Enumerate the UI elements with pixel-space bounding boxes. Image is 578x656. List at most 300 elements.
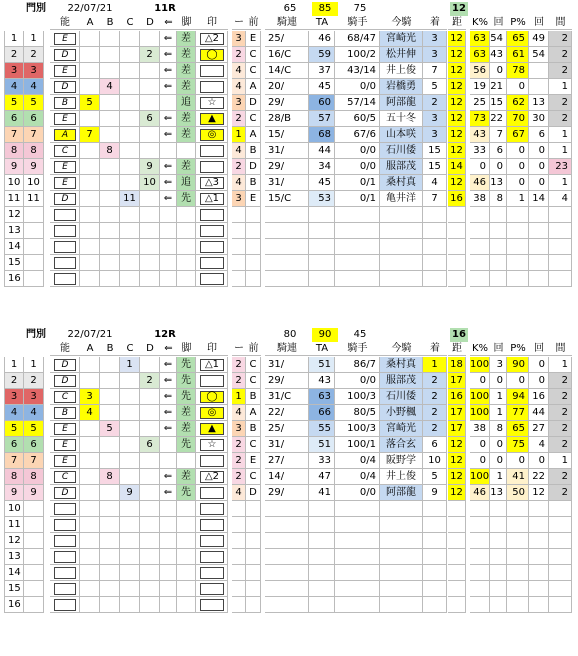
cell-p <box>507 517 529 533</box>
mark-select[interactable] <box>200 535 224 547</box>
cell-kiren: 14/ <box>265 469 309 485</box>
cell-c <box>120 143 140 159</box>
mark-select[interactable] <box>200 567 224 579</box>
cell-c <box>120 79 140 95</box>
cell-p <box>507 533 529 549</box>
race-info-bar <box>0 2 578 16</box>
mark-select[interactable] <box>200 209 224 221</box>
cell-nou <box>50 517 80 533</box>
cell-kon <box>380 533 423 549</box>
cell-u: 3 <box>24 63 44 79</box>
mark-select[interactable] <box>200 599 224 611</box>
cell-kai1: 1 <box>490 469 507 485</box>
cell-kishu: 0/1 <box>335 191 380 207</box>
cell-ma <box>549 271 572 287</box>
cell-mi <box>232 581 246 597</box>
cell-mae: C <box>246 357 261 373</box>
column-header: 騎連 <box>265 342 309 356</box>
cell-kon: 亀井洋 <box>380 191 423 207</box>
cell-kai1 <box>490 517 507 533</box>
cell-arr <box>160 271 177 287</box>
cell-k <box>470 533 490 549</box>
cell-k <box>470 581 490 597</box>
mark-select[interactable]: △2 <box>200 33 224 45</box>
cell-k <box>470 597 490 613</box>
mark-select[interactable]: △1 <box>200 359 224 371</box>
cell-mae: B <box>246 421 261 437</box>
cell-chaku: 2 <box>423 389 447 405</box>
cell-k: 100 <box>470 405 490 421</box>
cell-kiren <box>265 223 309 239</box>
cell-arr <box>160 143 177 159</box>
mark-select[interactable]: △1 <box>200 193 224 205</box>
cell-kai2: 49 <box>529 31 549 47</box>
cell-kai1 <box>490 255 507 271</box>
cell-ta: 37 <box>309 63 335 79</box>
mark-select[interactable] <box>200 375 224 387</box>
cell-kishu <box>335 549 380 565</box>
cell-kyori <box>448 533 466 549</box>
cell-u: 4 <box>24 405 44 421</box>
column-header: ー <box>234 17 244 28</box>
cell-kishu <box>335 517 380 533</box>
cell-c <box>120 469 140 485</box>
cell-d <box>140 549 160 565</box>
cell-b <box>100 207 120 223</box>
cell-c <box>120 405 140 421</box>
mark-select[interactable] <box>200 81 224 93</box>
cell-kiren <box>265 533 309 549</box>
empty-row <box>0 565 578 581</box>
cell-kishu <box>335 501 380 517</box>
cell-kyaku: 差 <box>177 469 196 485</box>
cell-nou <box>50 111 80 127</box>
cell-mae: D <box>246 159 261 175</box>
cell-kishu <box>335 565 380 581</box>
cell-kai2: 13 <box>529 95 549 111</box>
cell-shirushi <box>196 191 228 207</box>
cell-u <box>24 223 44 239</box>
cell-kyori: 12 <box>448 79 466 95</box>
cell-ta <box>309 271 335 287</box>
cell-nou <box>50 175 80 191</box>
ability-grade: B <box>54 97 76 109</box>
ability-grade: E <box>54 33 76 45</box>
cell-ma <box>549 549 572 565</box>
cell-chaku: 2 <box>423 95 447 111</box>
cell-kon: 服部茂 <box>380 373 423 389</box>
cell-mi: 3 <box>232 191 246 207</box>
cell-a <box>80 175 100 191</box>
cell-kai1: 13 <box>490 175 507 191</box>
cell-kai1: 1 <box>490 389 507 405</box>
cell-mi: 2 <box>232 437 246 453</box>
cell-u: 5 <box>24 95 44 111</box>
cell-p <box>507 597 529 613</box>
cell-d <box>140 389 160 405</box>
cell-kyaku: 先 <box>177 437 196 453</box>
cell-kishu <box>335 239 380 255</box>
cell-shirushi <box>196 533 228 549</box>
cell-ma: 2 <box>549 111 572 127</box>
mark-select[interactable]: ◎ <box>200 407 224 419</box>
cell-a: 4 <box>80 405 100 421</box>
cell-kyori: 12 <box>448 437 466 453</box>
mark-select[interactable]: ☆ <box>200 97 224 109</box>
cell-c <box>120 255 140 271</box>
cell-mi: 2 <box>232 111 246 127</box>
cell-kyaku <box>177 533 196 549</box>
cell-kyaku: 追 <box>177 95 196 111</box>
cell-p <box>507 565 529 581</box>
cell-kiren <box>265 565 309 581</box>
cell-k: 46 <box>470 485 490 501</box>
column-header: 距 <box>448 16 466 30</box>
column-header: 着 <box>423 16 447 30</box>
column-header: A <box>80 342 100 356</box>
cell-b <box>100 549 120 565</box>
cell-u <box>24 501 44 517</box>
cell-b: 8 <box>100 143 120 159</box>
cell-kyori <box>448 581 466 597</box>
cell-kyaku <box>177 207 196 223</box>
ability-grade: E <box>54 439 76 451</box>
cell-mae <box>246 255 261 271</box>
cell-arr: ⇐ <box>160 31 177 47</box>
mark-select[interactable]: △3 <box>200 177 224 189</box>
cell-p: 61 <box>507 47 529 63</box>
cell-ta <box>309 533 335 549</box>
empty-row <box>0 501 578 517</box>
cell-p: 90 <box>507 357 529 373</box>
cell-kai2 <box>529 517 549 533</box>
cell-arr <box>160 223 177 239</box>
cell-k <box>470 517 490 533</box>
cell-kon: 落合玄 <box>380 437 423 453</box>
cell-kiren: 16/C <box>265 47 309 63</box>
cell-w: 13 <box>4 549 24 565</box>
cell-c <box>120 111 140 127</box>
cell-ta: 45 <box>309 175 335 191</box>
info-n2: 90 <box>312 328 338 342</box>
cell-d <box>140 31 160 47</box>
cell-chaku <box>423 533 447 549</box>
cell-mae: C <box>246 47 261 63</box>
horse-row <box>0 485 578 501</box>
cell-shirushi <box>196 255 228 271</box>
column-header: D <box>140 342 160 356</box>
cell-k: 0 <box>470 159 490 175</box>
cell-k: 0 <box>470 453 490 469</box>
empty-row <box>0 207 578 223</box>
mark-select[interactable] <box>200 487 224 499</box>
cell-ma: 2 <box>549 31 572 47</box>
mark-select[interactable]: △2 <box>200 471 224 483</box>
cell-mae: E <box>246 31 261 47</box>
cell-c <box>120 549 140 565</box>
cell-c <box>120 517 140 533</box>
column-header: 印 <box>196 342 228 356</box>
mark-select[interactable] <box>200 273 224 285</box>
cell-ma: 1 <box>549 127 572 143</box>
cell-kishu <box>335 207 380 223</box>
cell-arr: ⇐ <box>160 47 177 63</box>
cell-b <box>100 239 120 255</box>
cell-kishu: 0/0 <box>335 159 380 175</box>
cell-kai2: 44 <box>529 405 549 421</box>
cell-p: 65 <box>507 421 529 437</box>
cell-chaku: 10 <box>423 453 447 469</box>
cell-kai1: 22 <box>490 111 507 127</box>
cell-u: 4 <box>24 79 44 95</box>
cell-shirushi <box>196 79 228 95</box>
horse-row <box>0 389 578 405</box>
cell-kyori <box>448 255 466 271</box>
ability-grade: C <box>54 145 76 157</box>
cell-ta: 55 <box>309 421 335 437</box>
mark-select[interactable] <box>200 65 224 77</box>
cell-a <box>80 191 100 207</box>
cell-kon: 五十冬 <box>380 111 423 127</box>
cell-b <box>100 597 120 613</box>
cell-ta: 51 <box>309 357 335 373</box>
cell-mae: C <box>246 111 261 127</box>
cell-kishu: 0/0 <box>335 485 380 501</box>
cell-shirushi <box>196 47 228 63</box>
cell-mae <box>246 597 261 613</box>
mark-select[interactable] <box>200 455 224 467</box>
info-title: 門別 <box>26 329 46 340</box>
mark-select[interactable]: ◯ <box>200 391 224 403</box>
cell-kyori: 12 <box>448 111 466 127</box>
cell-kon: 服部茂 <box>380 159 423 175</box>
cell-chaku: 6 <box>423 437 447 453</box>
cell-p <box>507 223 529 239</box>
cell-mi: 4 <box>232 143 246 159</box>
cell-kyori: 12 <box>448 175 466 191</box>
cell-arr <box>160 207 177 223</box>
mark-select[interactable] <box>200 583 224 595</box>
cell-chaku: 1 <box>423 357 447 373</box>
cell-chaku <box>423 581 447 597</box>
cell-kiren <box>265 581 309 597</box>
cell-arr <box>160 437 177 453</box>
column-header: 着 <box>423 342 447 356</box>
horse-row <box>0 373 578 389</box>
cell-ta: 45 <box>309 79 335 95</box>
cell-b <box>100 47 120 63</box>
ability-grade <box>54 503 76 515</box>
cell-shirushi <box>196 517 228 533</box>
cell-mi: 1 <box>232 127 246 143</box>
cell-d <box>140 501 160 517</box>
cell-kyaku: 差 <box>177 159 196 175</box>
ability-grade: D <box>54 375 76 387</box>
mark-select[interactable] <box>200 257 224 269</box>
cell-kyaku: 先 <box>177 389 196 405</box>
cell-d <box>140 191 160 207</box>
cell-k: 46 <box>470 175 490 191</box>
cell-shirushi <box>196 143 228 159</box>
cell-p <box>507 207 529 223</box>
cell-arr <box>160 501 177 517</box>
cell-kai1: 0 <box>490 159 507 175</box>
mark-select[interactable] <box>200 503 224 515</box>
cell-shirushi <box>196 63 228 79</box>
empty-row <box>0 239 578 255</box>
cell-shirushi <box>196 373 228 389</box>
cell-k: 38 <box>470 421 490 437</box>
cell-d: 9 <box>140 159 160 175</box>
cell-c <box>120 223 140 239</box>
horse-row <box>0 191 578 207</box>
cell-arr: ⇐ <box>160 469 177 485</box>
cell-a <box>80 63 100 79</box>
cell-w: 14 <box>4 565 24 581</box>
cell-w: 8 <box>4 143 24 159</box>
cell-nou <box>50 373 80 389</box>
cell-kai2 <box>529 63 549 79</box>
cell-d <box>140 143 160 159</box>
mark-select[interactable] <box>200 161 224 173</box>
cell-ma: 2 <box>549 389 572 405</box>
cell-kai1 <box>490 533 507 549</box>
info-n2: 85 <box>312 2 338 16</box>
cell-nou <box>50 597 80 613</box>
cell-b: 8 <box>100 469 120 485</box>
column-header: P% <box>507 342 529 356</box>
cell-mi <box>232 533 246 549</box>
column-header: 脚 <box>177 342 196 356</box>
cell-kishu: 100/3 <box>335 389 380 405</box>
cell-w: 5 <box>4 95 24 111</box>
cell-kai1: 1 <box>490 405 507 421</box>
cell-kai1 <box>490 581 507 597</box>
cell-kyaku <box>177 143 196 159</box>
cell-w: 6 <box>4 437 24 453</box>
cell-w: 12 <box>4 533 24 549</box>
cell-b <box>100 159 120 175</box>
cell-ta: 60 <box>309 95 335 111</box>
cell-kyori <box>448 223 466 239</box>
cell-arr: ⇐ <box>160 63 177 79</box>
mark-select[interactable] <box>200 519 224 531</box>
cell-kyaku: 先 <box>177 191 196 207</box>
cell-chaku: 5 <box>423 469 447 485</box>
column-header: A <box>80 16 100 30</box>
mark-select[interactable] <box>200 225 224 237</box>
cell-kai2 <box>529 597 549 613</box>
cell-nou <box>50 159 80 175</box>
cell-k <box>470 255 490 271</box>
cell-nou <box>50 437 80 453</box>
cell-ma: 2 <box>549 95 572 111</box>
cell-nou <box>50 357 80 373</box>
mark-select[interactable]: ▲ <box>200 423 224 435</box>
cell-kiren: 29/ <box>265 485 309 501</box>
cell-w: 9 <box>4 159 24 175</box>
mark-select[interactable]: ◎ <box>200 129 224 141</box>
cell-b <box>100 255 120 271</box>
cell-kyaku <box>177 597 196 613</box>
cell-kai2 <box>529 533 549 549</box>
horse-row <box>0 47 578 63</box>
cell-d: 2 <box>140 373 160 389</box>
cell-kai2 <box>529 255 549 271</box>
cell-u: 6 <box>24 437 44 453</box>
cell-kiren: 27/ <box>265 453 309 469</box>
column-header: 回 <box>490 342 507 356</box>
cell-chaku <box>423 549 447 565</box>
ability-grade <box>54 225 76 237</box>
cell-shirushi <box>196 389 228 405</box>
cell-shirushi <box>196 111 228 127</box>
cell-kyori <box>448 207 466 223</box>
cell-mae <box>246 501 261 517</box>
cell-mae: B <box>246 143 261 159</box>
cell-d <box>140 127 160 143</box>
cell-kon: 小野楓 <box>380 405 423 421</box>
cell-kai1: 15 <box>490 95 507 111</box>
cell-mi: 2 <box>232 159 246 175</box>
cell-a <box>80 597 100 613</box>
cell-kon: 岩橋勇 <box>380 79 423 95</box>
mark-select[interactable] <box>200 551 224 563</box>
ability-grade: E <box>54 113 76 125</box>
cell-u <box>24 239 44 255</box>
cell-b <box>100 485 120 501</box>
cell-c <box>120 389 140 405</box>
cell-b <box>100 191 120 207</box>
cell-u: 7 <box>24 453 44 469</box>
ability-grade: D <box>54 359 76 371</box>
horse-row <box>0 159 578 175</box>
cell-d <box>140 79 160 95</box>
cell-k <box>470 549 490 565</box>
mark-select[interactable] <box>200 241 224 253</box>
cell-mae <box>246 207 261 223</box>
cell-nou <box>50 223 80 239</box>
mark-select[interactable]: ▲ <box>200 113 224 125</box>
cell-b <box>100 437 120 453</box>
mark-select[interactable] <box>200 145 224 157</box>
ability-grade: D <box>54 49 76 61</box>
cell-w: 7 <box>4 453 24 469</box>
cell-w: 1 <box>4 31 24 47</box>
cell-arr <box>160 453 177 469</box>
cell-kai2 <box>529 239 549 255</box>
mark-select[interactable]: ☆ <box>200 439 224 451</box>
cell-d <box>140 597 160 613</box>
cell-w: 5 <box>4 421 24 437</box>
cell-c <box>120 175 140 191</box>
cell-mae: C <box>246 373 261 389</box>
cell-nou <box>50 501 80 517</box>
cell-kai2: 0 <box>529 143 549 159</box>
cell-u: 8 <box>24 143 44 159</box>
cell-chaku: 3 <box>423 111 447 127</box>
column-header: 能 <box>50 342 80 356</box>
cell-kiren: 20/ <box>265 79 309 95</box>
cell-d <box>140 271 160 287</box>
mark-select[interactable]: ◯ <box>200 49 224 61</box>
cell-mae <box>246 533 261 549</box>
cell-kai1: 8 <box>490 191 507 207</box>
cell-kai1: 6 <box>490 143 507 159</box>
cell-d <box>140 469 160 485</box>
cell-shirushi <box>196 581 228 597</box>
cell-kyori: 14 <box>448 159 466 175</box>
